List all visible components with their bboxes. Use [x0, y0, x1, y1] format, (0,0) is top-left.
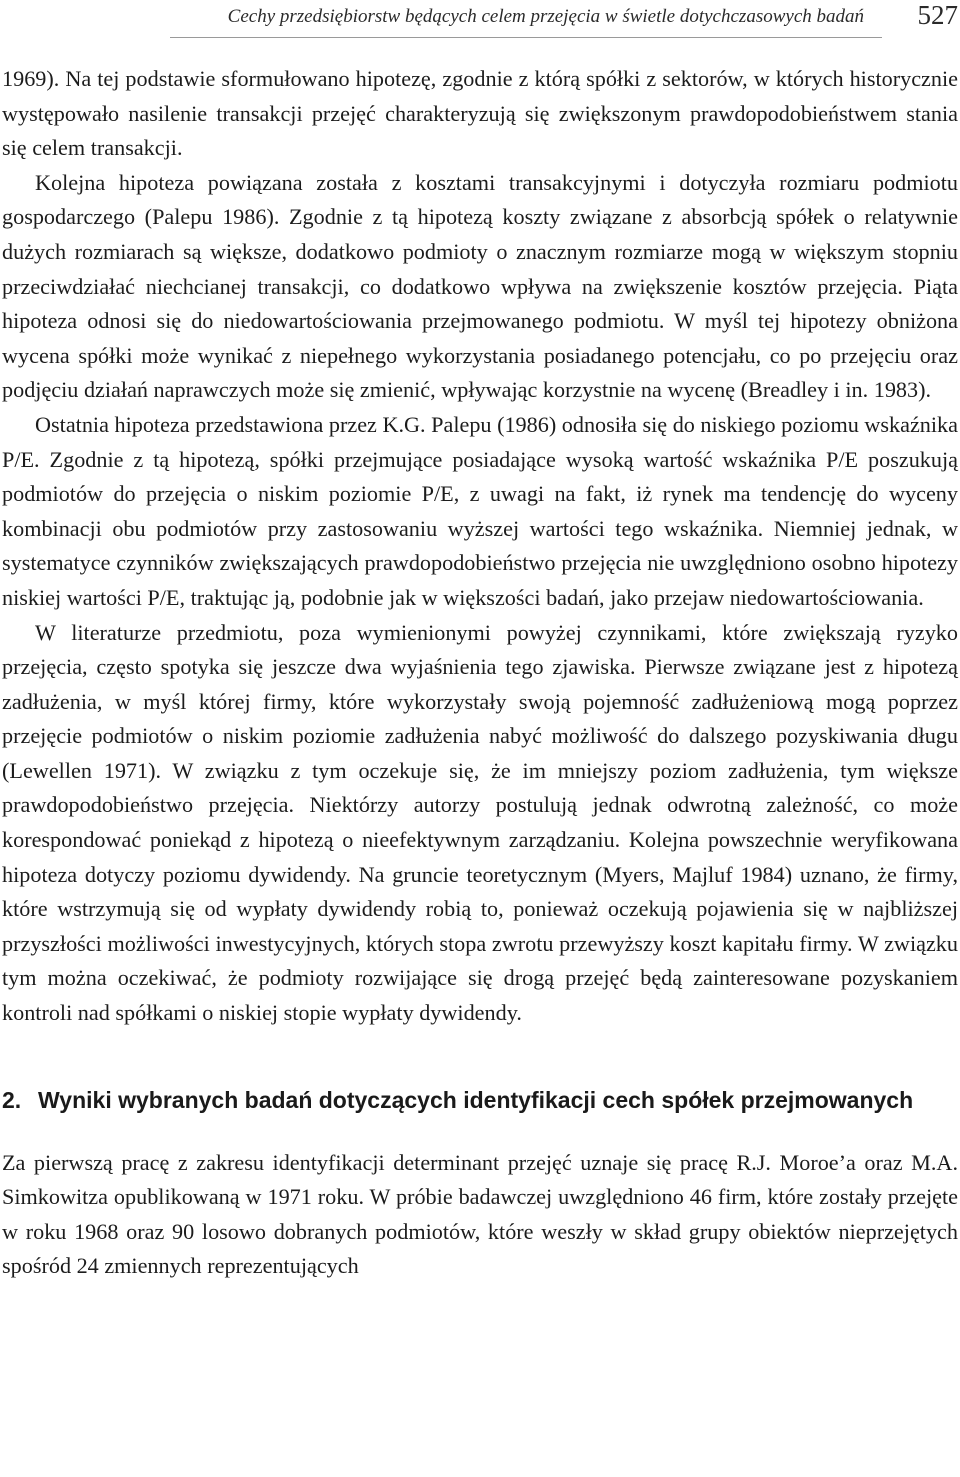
- paragraph: Ostatnia hipoteza przedstawiona przez K.G. Palepu (1986) odnosiła się do niskiego poziomu wskaźnika P/E. Zgodnie z tą hipotezą, spółki przejmujące posiadające wysoką wartość wskaźnika P/E poszukują podmiotów do przejęcia o niskim poziomie P/E, z uwagi na fakt, iż rynek ma tendencję do wyceny kombinacji obu podmiotów przy zastosowaniu wyższej wartości tego wskaźnika. Niemniej jednak, w systematyce czynników zwiększających prawdopodobieństwo przejęcia nie uwzględniono osobno hipotezy niskiej wartości P/E, traktując ją, podobnie jak w większości badań, jako przejaw niedowartościowania.: [2, 411, 959, 610]
- paragraph: 1969). Na tej podstawie sformułowano hipotezę, zgodnie z którą spółki z sektorów, w których historycznie występowało nasilenie transakcji przejęć charakteryzują się zwiększonym prawdopodobieństwem stania się celem transakcji.: [2, 66, 958, 161]
- header-rule: [170, 37, 882, 38]
- body-text: [2, 62, 958, 1284]
- section-heading: [2, 1083, 958, 1118]
- section-title: Wyniki wybranych badań dotyczących identyfikacji cech spółek przejmowanych: [38, 1086, 914, 1113]
- paragraph: W literaturze przedmiotu, poza wymienionymi powyżej czynnikami, które zwiększają ryzyko przejęcia, często spotyka się jeszcze dwa wyjaśnienia tego zjawiska. Pierwsze związane jest z hipotezą zadłużenia, w myśl której firmy, które wykorzystały swoją pojemność zadłużeniową mogą poprzez przejęcie podmiotów o niskim poziomie zadłużenia nabyć możliwość do dalszego pozyskiwania długu (Lewellen 1971). W związku z tym oczekuje się, że im mniejszy poziom zadłużenia, tym większe prawdopodobieństwo przejęcia. Niektórzy autorzy postulują jednak odwrotną zależność, co może korespondować poniekąd z hipotezą o nieefektywnym zarządzaniu. Kolejna powszechnie weryfikowana hipoteza dotyczy poziomu dywidendy. Na gruncie teoretycznym (Myers, Majluf 1984) uznano, że firmy, które wstrzymują się od wypłaty dywidendy robią to, ponieważ oczekują pojawienia się w najbliższej przyszłości możliwości inwestycyjnych, których stopa zwrotu przewyższy koszt kapitału firmy. W związku tym można oczekiwać, że podmioty rozwijające się drogą przejęć będą zainteresowane pozyskaniem kontroli nad spółkami o niskiej stopie wypłaty dywidendy.: [2, 619, 958, 1026]
- paragraph: Kolejna hipoteza powiązana została z kosztami transakcyjnymi i dotyczyła rozmiaru podmiotu gospodarczego (Palepu 1986). Zgodnie z tą hipotezą koszty związane z absorbcją spółek o relatywnie dużych rozmiarach są większe, dodatkowo podmioty o znacznym rozmiarze mogą w większym stopniu przeciwdziałać niechcianej transakcji, co dodatkowo wpływa na zwiększenie kosztów przejęcia. Piąta hipoteza odnosi się do niedowartościowania przejmowanego podmiotu. W myśl tej hipotezy obniżona wycena spółki może wynikać z niepełnego wykorzystania posiadanego potencjału, co po przejęciu oraz podjęciu działań naprawczych może się zmienić, wpływając korzystnie na wycenę (Breadley i in. 1983).: [2, 169, 958, 403]
- section-number: 2.: [2, 1086, 22, 1113]
- running-header: [0, 0, 960, 40]
- page-number: 527: [917, 0, 958, 30]
- running-title: Cechy przedsiębiorstw będących celem przejęcia w świetle dotychczasowych badań: [227, 6, 864, 27]
- paragraph: Za pierwszą pracę z zakresu identyfikacji determinant przejęć uznaje się pracę R.J. Moroe’a oraz M.A. Simkowitza opublikowaną w 1971 roku. W próbie badawczej uwzględniono 46 firm, które zostały przejęte w roku 1968 oraz 90 losowo dobranych podmiotów, które weszły w skład grupy obiektów nieprzejętych spośród 24 zmiennych reprezentujących: [2, 1149, 958, 1279]
